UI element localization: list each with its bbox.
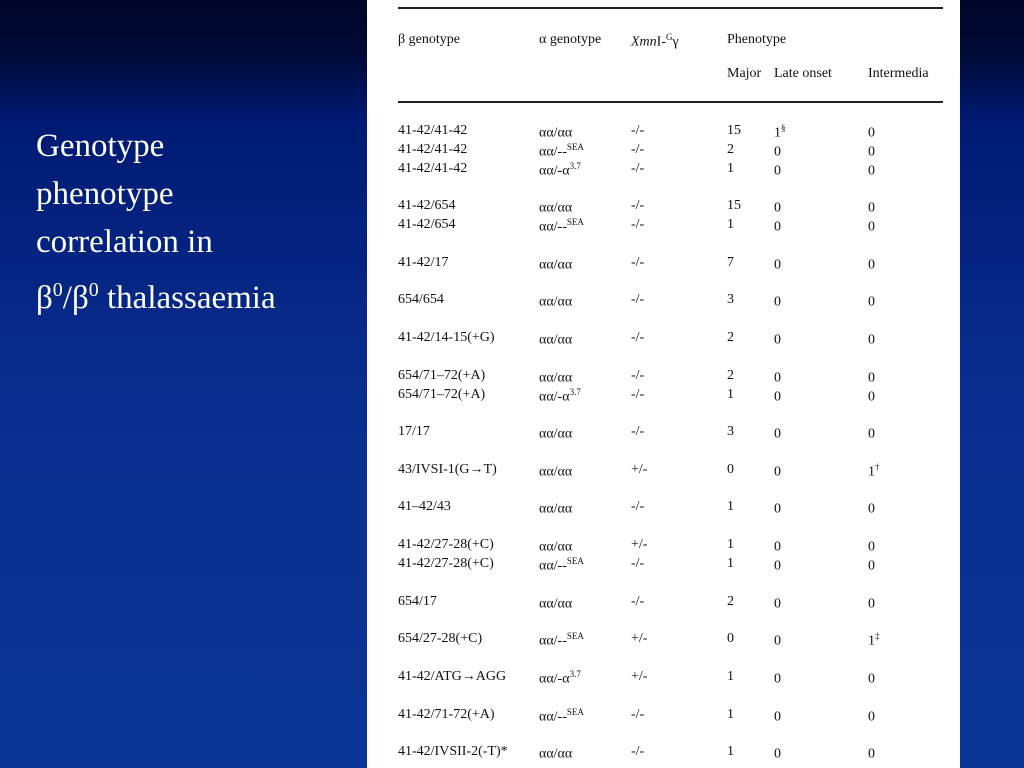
cell-beta-genotype-value: 654/71–72(+A) <box>398 387 486 402</box>
cell-late-onset-value: 0 <box>774 501 781 517</box>
cell-xmn <box>631 123 644 139</box>
cell-alpha-genotype <box>539 198 572 217</box>
cell-xmn-value: -/- <box>631 255 645 270</box>
title-line-2: phenotype <box>36 176 174 212</box>
cell-xmn <box>631 707 644 723</box>
cell-intermedia-value: 0 <box>868 671 875 687</box>
cell-intermedia <box>868 707 875 726</box>
cell-beta-genotype <box>398 669 506 685</box>
cell-alpha-genotype-value: αα/αα <box>539 596 573 612</box>
cell-beta-genotype-value: 654/17 <box>398 594 437 609</box>
cell-xmn <box>631 387 644 403</box>
cell-intermedia <box>868 537 875 556</box>
cell-alpha-genotype-value: αα/αα <box>539 332 573 348</box>
slide-title <box>36 122 356 322</box>
cell-major-value: 1 <box>727 556 734 571</box>
cell-late-onset <box>774 330 781 349</box>
cell-late-onset <box>774 556 781 575</box>
cell-major <box>727 537 734 553</box>
cell-alpha-genotype <box>539 330 572 349</box>
cell-alpha-genotype <box>539 594 572 613</box>
cell-intermedia <box>868 594 875 613</box>
cell-xmn-value: -/- <box>631 556 645 571</box>
cell-xmn-value: -/- <box>631 499 645 514</box>
title-beta-1: β <box>36 280 53 316</box>
cell-major <box>727 707 734 723</box>
cell-major <box>727 499 734 515</box>
cell-beta-genotype-value: 41-42/654 <box>398 198 456 213</box>
cell-xmn <box>631 669 647 685</box>
title-tail: thalassaemia <box>98 280 276 316</box>
cell-xmn-value: -/- <box>631 707 645 722</box>
cell-intermedia <box>868 368 875 387</box>
cell-beta-genotype-value: 41-42/654 <box>398 217 456 232</box>
title-sup-2: 0 <box>88 279 99 301</box>
cell-late-onset-value: 0 <box>774 464 781 480</box>
cell-beta-genotype-value: 41–42/43 <box>398 499 451 514</box>
cell-xmn <box>631 744 644 760</box>
cell-alpha-genotype-value: αα/αα <box>539 257 573 273</box>
cell-alpha-genotype-value: αα/-- <box>539 144 567 160</box>
title-line-3: correlation in <box>36 224 213 260</box>
cell-major-value: 0 <box>727 631 734 646</box>
cell-late-onset-value: 0 <box>774 163 781 179</box>
cell-alpha-genotype-mark: 3.7 <box>569 669 581 679</box>
cell-intermedia <box>868 161 875 180</box>
cell-beta-genotype <box>398 217 456 233</box>
cell-alpha-genotype-value: αα/αα <box>539 370 573 386</box>
cell-major-value: 3 <box>727 424 734 439</box>
cell-xmn-value: +/- <box>631 631 648 646</box>
cell-alpha-genotype-value: αα/-α <box>539 671 570 687</box>
cell-late-onset <box>774 424 781 443</box>
cell-beta-genotype <box>398 594 437 610</box>
cell-alpha-genotype <box>539 142 584 161</box>
cell-alpha-genotype-value: αα/αα <box>539 125 573 141</box>
cell-xmn-value: -/- <box>631 142 645 157</box>
cell-xmn-value: -/- <box>631 292 645 307</box>
title-line-4 <box>36 266 356 322</box>
header-beta-genotype: β genotype <box>398 32 460 47</box>
cell-late-onset <box>774 537 781 556</box>
cell-major-value: 2 <box>727 368 734 383</box>
cell-xmn <box>631 255 644 271</box>
cell-intermedia <box>868 631 880 650</box>
cell-beta-genotype-value: 654/71–72(+A) <box>398 368 486 383</box>
cell-late-onset-value: 0 <box>774 671 781 687</box>
cell-major-value: 1 <box>727 217 734 232</box>
cell-major <box>727 462 734 478</box>
header-xmn <box>631 32 679 51</box>
cell-major <box>727 123 741 139</box>
cell-alpha-genotype-value: αα/αα <box>539 426 573 442</box>
cell-major-value: 15 <box>727 198 741 213</box>
cell-xmn-value: +/- <box>631 669 648 684</box>
cell-major <box>727 368 734 384</box>
cell-beta-genotype-value: 41-42/14-15(+G) <box>398 330 495 345</box>
header-xmn-gamma: γ <box>672 34 679 50</box>
cell-alpha-genotype <box>539 387 581 406</box>
cell-xmn <box>631 537 647 553</box>
cell-beta-genotype-value: 41-42/71-72(+A) <box>398 707 495 722</box>
cell-intermedia-value: 0 <box>868 163 875 179</box>
cell-alpha-genotype-value: αα/-- <box>539 709 567 725</box>
cell-beta-genotype <box>398 631 482 647</box>
cell-intermedia <box>868 198 875 217</box>
cell-major <box>727 424 734 440</box>
cell-alpha-genotype <box>539 462 572 481</box>
cell-intermedia-mark: † <box>875 462 880 472</box>
cell-beta-genotype-value: 41-42/ATG→AGG <box>398 669 507 684</box>
cell-intermedia <box>868 669 875 688</box>
cell-beta-genotype-value: 654/654 <box>398 292 444 307</box>
cell-late-onset <box>774 499 781 518</box>
header-major: Major <box>727 66 762 81</box>
cell-alpha-genotype-value: αα/αα <box>539 501 573 517</box>
header-phenotype: Phenotype <box>727 32 787 47</box>
header-xmn-sup: G <box>666 32 673 42</box>
cell-late-onset <box>774 462 781 481</box>
cell-intermedia <box>868 292 875 311</box>
cell-intermedia-value: 0 <box>868 219 875 235</box>
cell-beta-genotype <box>398 368 485 384</box>
cell-beta-genotype <box>398 499 451 515</box>
cell-xmn-value: -/- <box>631 387 645 402</box>
cell-late-onset-value: 0 <box>774 558 781 574</box>
cell-intermedia-value: 0 <box>868 332 875 348</box>
cell-beta-genotype <box>398 255 449 271</box>
cell-intermedia-value: 1 <box>868 633 875 649</box>
cell-xmn-value: -/- <box>631 594 645 609</box>
title-beta-2: β <box>71 280 89 316</box>
cell-alpha-genotype-mark: SEA <box>566 142 584 152</box>
cell-alpha-genotype-mark: SEA <box>566 707 584 717</box>
cell-xmn-value: -/- <box>631 123 645 138</box>
cell-late-onset <box>774 255 781 274</box>
cell-beta-genotype-value: 41-42/41-42 <box>398 123 468 138</box>
cell-intermedia-value: 0 <box>868 746 875 762</box>
cell-intermedia-value: 0 <box>868 709 875 725</box>
cell-late-onset-value: 0 <box>774 746 781 762</box>
cell-alpha-genotype-value: αα/-α <box>539 163 570 179</box>
cell-intermedia-value: 0 <box>868 558 875 574</box>
cell-late-onset-value: 0 <box>774 144 781 160</box>
cell-intermedia-value: 0 <box>868 426 875 442</box>
cell-alpha-genotype-value: αα/αα <box>539 746 573 762</box>
cell-major-value: 3 <box>727 292 734 307</box>
cell-alpha-genotype <box>539 631 584 650</box>
cell-beta-genotype-value: 17/17 <box>398 424 430 439</box>
cell-intermedia-value: 0 <box>868 539 875 555</box>
cell-xmn <box>631 556 644 572</box>
cell-intermedia <box>868 556 875 575</box>
cell-major <box>727 556 734 572</box>
cell-late-onset <box>774 217 781 236</box>
cell-beta-genotype <box>398 707 495 723</box>
cell-alpha-genotype-mark: SEA <box>566 631 584 641</box>
cell-intermedia <box>868 744 875 763</box>
cell-major-value: 1 <box>727 387 734 402</box>
cell-beta-genotype <box>398 537 494 553</box>
cell-major <box>727 198 741 214</box>
cell-late-onset <box>774 142 781 161</box>
header-late-onset: Late onset <box>774 66 832 81</box>
cell-intermedia-value: 0 <box>868 370 875 386</box>
cell-intermedia <box>868 142 875 161</box>
cell-intermedia <box>868 424 875 443</box>
cell-alpha-genotype <box>539 424 572 443</box>
cell-major <box>727 631 734 647</box>
cell-beta-genotype <box>398 462 497 478</box>
cell-major <box>727 330 734 346</box>
cell-major <box>727 142 734 158</box>
cell-alpha-genotype-value: αα/αα <box>539 294 573 310</box>
cell-late-onset-value: 0 <box>774 257 781 273</box>
cell-late-onset-value: 0 <box>774 219 781 235</box>
cell-intermedia <box>868 123 875 142</box>
cell-beta-genotype-value: 41-42/IVSII-2(-T)* <box>398 744 508 759</box>
cell-late-onset <box>774 161 781 180</box>
cell-major-value: 1 <box>727 537 734 552</box>
cell-intermedia <box>868 217 875 236</box>
cell-xmn-value: -/- <box>631 368 645 383</box>
cell-intermedia <box>868 462 880 481</box>
cell-late-onset-value: 0 <box>774 332 781 348</box>
cell-alpha-genotype <box>539 556 584 575</box>
cell-major <box>727 292 734 308</box>
cell-xmn-value: -/- <box>631 744 645 759</box>
cell-beta-genotype-value: 43/IVSI-1(G→T) <box>398 462 497 477</box>
cell-alpha-genotype-value: αα/-α <box>539 389 570 405</box>
cell-major <box>727 669 734 685</box>
header-intermedia: Intermedia <box>868 66 929 81</box>
cell-late-onset-value: 0 <box>774 200 781 216</box>
cell-xmn <box>631 142 644 158</box>
cell-alpha-genotype <box>539 707 584 726</box>
cell-major <box>727 255 734 271</box>
title-line-1: Genotype <box>36 128 165 164</box>
cell-xmn-value: -/- <box>631 217 645 232</box>
title-slash: / <box>62 280 72 316</box>
cell-major <box>727 161 734 177</box>
cell-xmn-value: +/- <box>631 462 648 477</box>
cell-major <box>727 217 734 233</box>
cell-xmn <box>631 368 644 384</box>
cell-xmn-value: -/- <box>631 161 645 176</box>
cell-xmn <box>631 594 644 610</box>
cell-intermedia-value: 0 <box>868 596 875 612</box>
cell-beta-genotype-value: 654/27-28(+C) <box>398 631 483 646</box>
cell-late-onset-value: 0 <box>774 539 781 555</box>
cell-major-value: 2 <box>727 330 734 345</box>
cell-major-value: 15 <box>727 123 741 138</box>
cell-major-value: 1 <box>727 744 734 759</box>
cell-late-onset <box>774 368 781 387</box>
cell-intermedia <box>868 255 875 274</box>
cell-beta-genotype-value: 41-42/27-28(+C) <box>398 537 494 552</box>
cell-major-value: 1 <box>727 161 734 176</box>
cell-major <box>727 744 734 760</box>
cell-major-value: 2 <box>727 594 734 609</box>
cell-xmn <box>631 161 644 177</box>
cell-alpha-genotype-value: αα/αα <box>539 200 573 216</box>
cell-beta-genotype <box>398 330 495 346</box>
cell-intermedia-value: 0 <box>868 125 875 141</box>
cell-late-onset <box>774 387 781 406</box>
cell-intermedia-value: 0 <box>868 200 875 216</box>
cell-alpha-genotype <box>539 669 581 688</box>
cell-beta-genotype <box>398 424 430 440</box>
cell-intermedia-value: 0 <box>868 294 875 310</box>
cell-xmn <box>631 198 644 214</box>
cell-alpha-genotype <box>539 217 584 236</box>
top-rule <box>398 7 943 9</box>
cell-beta-genotype <box>398 292 444 308</box>
cell-intermedia-value: 0 <box>868 389 875 405</box>
cell-alpha-genotype-value: αα/-- <box>539 219 567 235</box>
cell-xmn-value: +/- <box>631 537 648 552</box>
cell-alpha-genotype-value: αα/-- <box>539 633 567 649</box>
cell-xmn <box>631 462 647 478</box>
cell-late-onset-value: 0 <box>774 709 781 725</box>
cell-beta-genotype <box>398 744 508 760</box>
cell-alpha-genotype-value: αα/αα <box>539 464 573 480</box>
cell-alpha-genotype <box>539 161 581 180</box>
cell-intermedia-mark: ‡ <box>875 631 880 641</box>
cell-major-value: 1 <box>727 669 734 684</box>
cell-alpha-genotype-value: αα/-- <box>539 558 567 574</box>
cell-late-onset <box>774 123 786 142</box>
cell-xmn-value: -/- <box>631 330 645 345</box>
cell-alpha-genotype <box>539 744 572 763</box>
cell-late-onset-value: 0 <box>774 426 781 442</box>
cell-xmn <box>631 330 644 346</box>
cell-beta-genotype-value: 41-42/27-28(+C) <box>398 556 494 571</box>
cell-alpha-genotype <box>539 537 572 556</box>
cell-alpha-genotype-mark: 3.7 <box>569 387 581 397</box>
cell-late-onset-value: 0 <box>774 633 781 649</box>
cell-beta-genotype-value: 41-42/41-42 <box>398 142 468 157</box>
cell-xmn <box>631 631 647 647</box>
cell-late-onset-value: 0 <box>774 389 781 405</box>
cell-intermedia-value: 0 <box>868 144 875 160</box>
cell-beta-genotype <box>398 387 485 403</box>
cell-late-onset <box>774 594 781 613</box>
cell-alpha-genotype-mark: 3.7 <box>569 161 581 171</box>
cell-alpha-genotype <box>539 499 572 518</box>
cell-major-value: 0 <box>727 462 734 477</box>
cell-xmn <box>631 499 644 515</box>
cell-intermedia <box>868 387 875 406</box>
cell-late-onset <box>774 198 781 217</box>
cell-late-onset-value: 0 <box>774 294 781 310</box>
header-xmn-mid: I- <box>656 34 666 50</box>
title-sup-1: 0 <box>52 279 63 301</box>
cell-late-onset <box>774 669 781 688</box>
cell-xmn <box>631 424 644 440</box>
cell-beta-genotype <box>398 142 467 158</box>
cell-major-value: 1 <box>727 707 734 722</box>
cell-late-onset-mark: § <box>781 123 786 133</box>
table-scan <box>367 0 960 768</box>
cell-beta-genotype <box>398 123 467 139</box>
cell-intermedia <box>868 330 875 349</box>
cell-xmn <box>631 217 644 233</box>
cell-late-onset <box>774 744 781 763</box>
header-alpha-genotype: α genotype <box>539 32 602 47</box>
cell-beta-genotype-value: 41-42/17 <box>398 255 449 270</box>
cell-alpha-genotype-mark: SEA <box>566 217 584 227</box>
cell-late-onset <box>774 631 781 650</box>
cell-major <box>727 387 734 403</box>
cell-beta-genotype <box>398 556 494 572</box>
cell-beta-genotype-value: 41-42/41-42 <box>398 161 468 176</box>
cell-beta-genotype <box>398 161 467 177</box>
cell-major-value: 2 <box>727 142 734 157</box>
cell-alpha-genotype <box>539 292 572 311</box>
cell-alpha-genotype <box>539 368 572 387</box>
cell-late-onset-value: 0 <box>774 596 781 612</box>
cell-alpha-genotype <box>539 255 572 274</box>
cell-alpha-genotype-mark: SEA <box>566 556 584 566</box>
cell-late-onset <box>774 707 781 726</box>
cell-alpha-genotype-value: αα/αα <box>539 539 573 555</box>
cell-beta-genotype <box>398 198 456 214</box>
cell-major-value: 1 <box>727 499 734 514</box>
cell-xmn-value: -/- <box>631 424 645 439</box>
cell-late-onset <box>774 292 781 311</box>
cell-intermedia-value: 1 <box>868 464 875 480</box>
cell-intermedia <box>868 499 875 518</box>
cell-intermedia-value: 0 <box>868 257 875 273</box>
cell-intermedia-value: 0 <box>868 501 875 517</box>
cell-xmn-value: -/- <box>631 198 645 213</box>
header-rule <box>398 101 943 103</box>
cell-major <box>727 594 734 610</box>
cell-xmn <box>631 292 644 308</box>
cell-late-onset-value: 0 <box>774 370 781 386</box>
cell-late-onset-value: 1 <box>774 125 781 141</box>
cell-major-value: 7 <box>727 255 734 270</box>
header-xmn-prefix: Xmn <box>631 34 657 50</box>
cell-alpha-genotype <box>539 123 572 142</box>
